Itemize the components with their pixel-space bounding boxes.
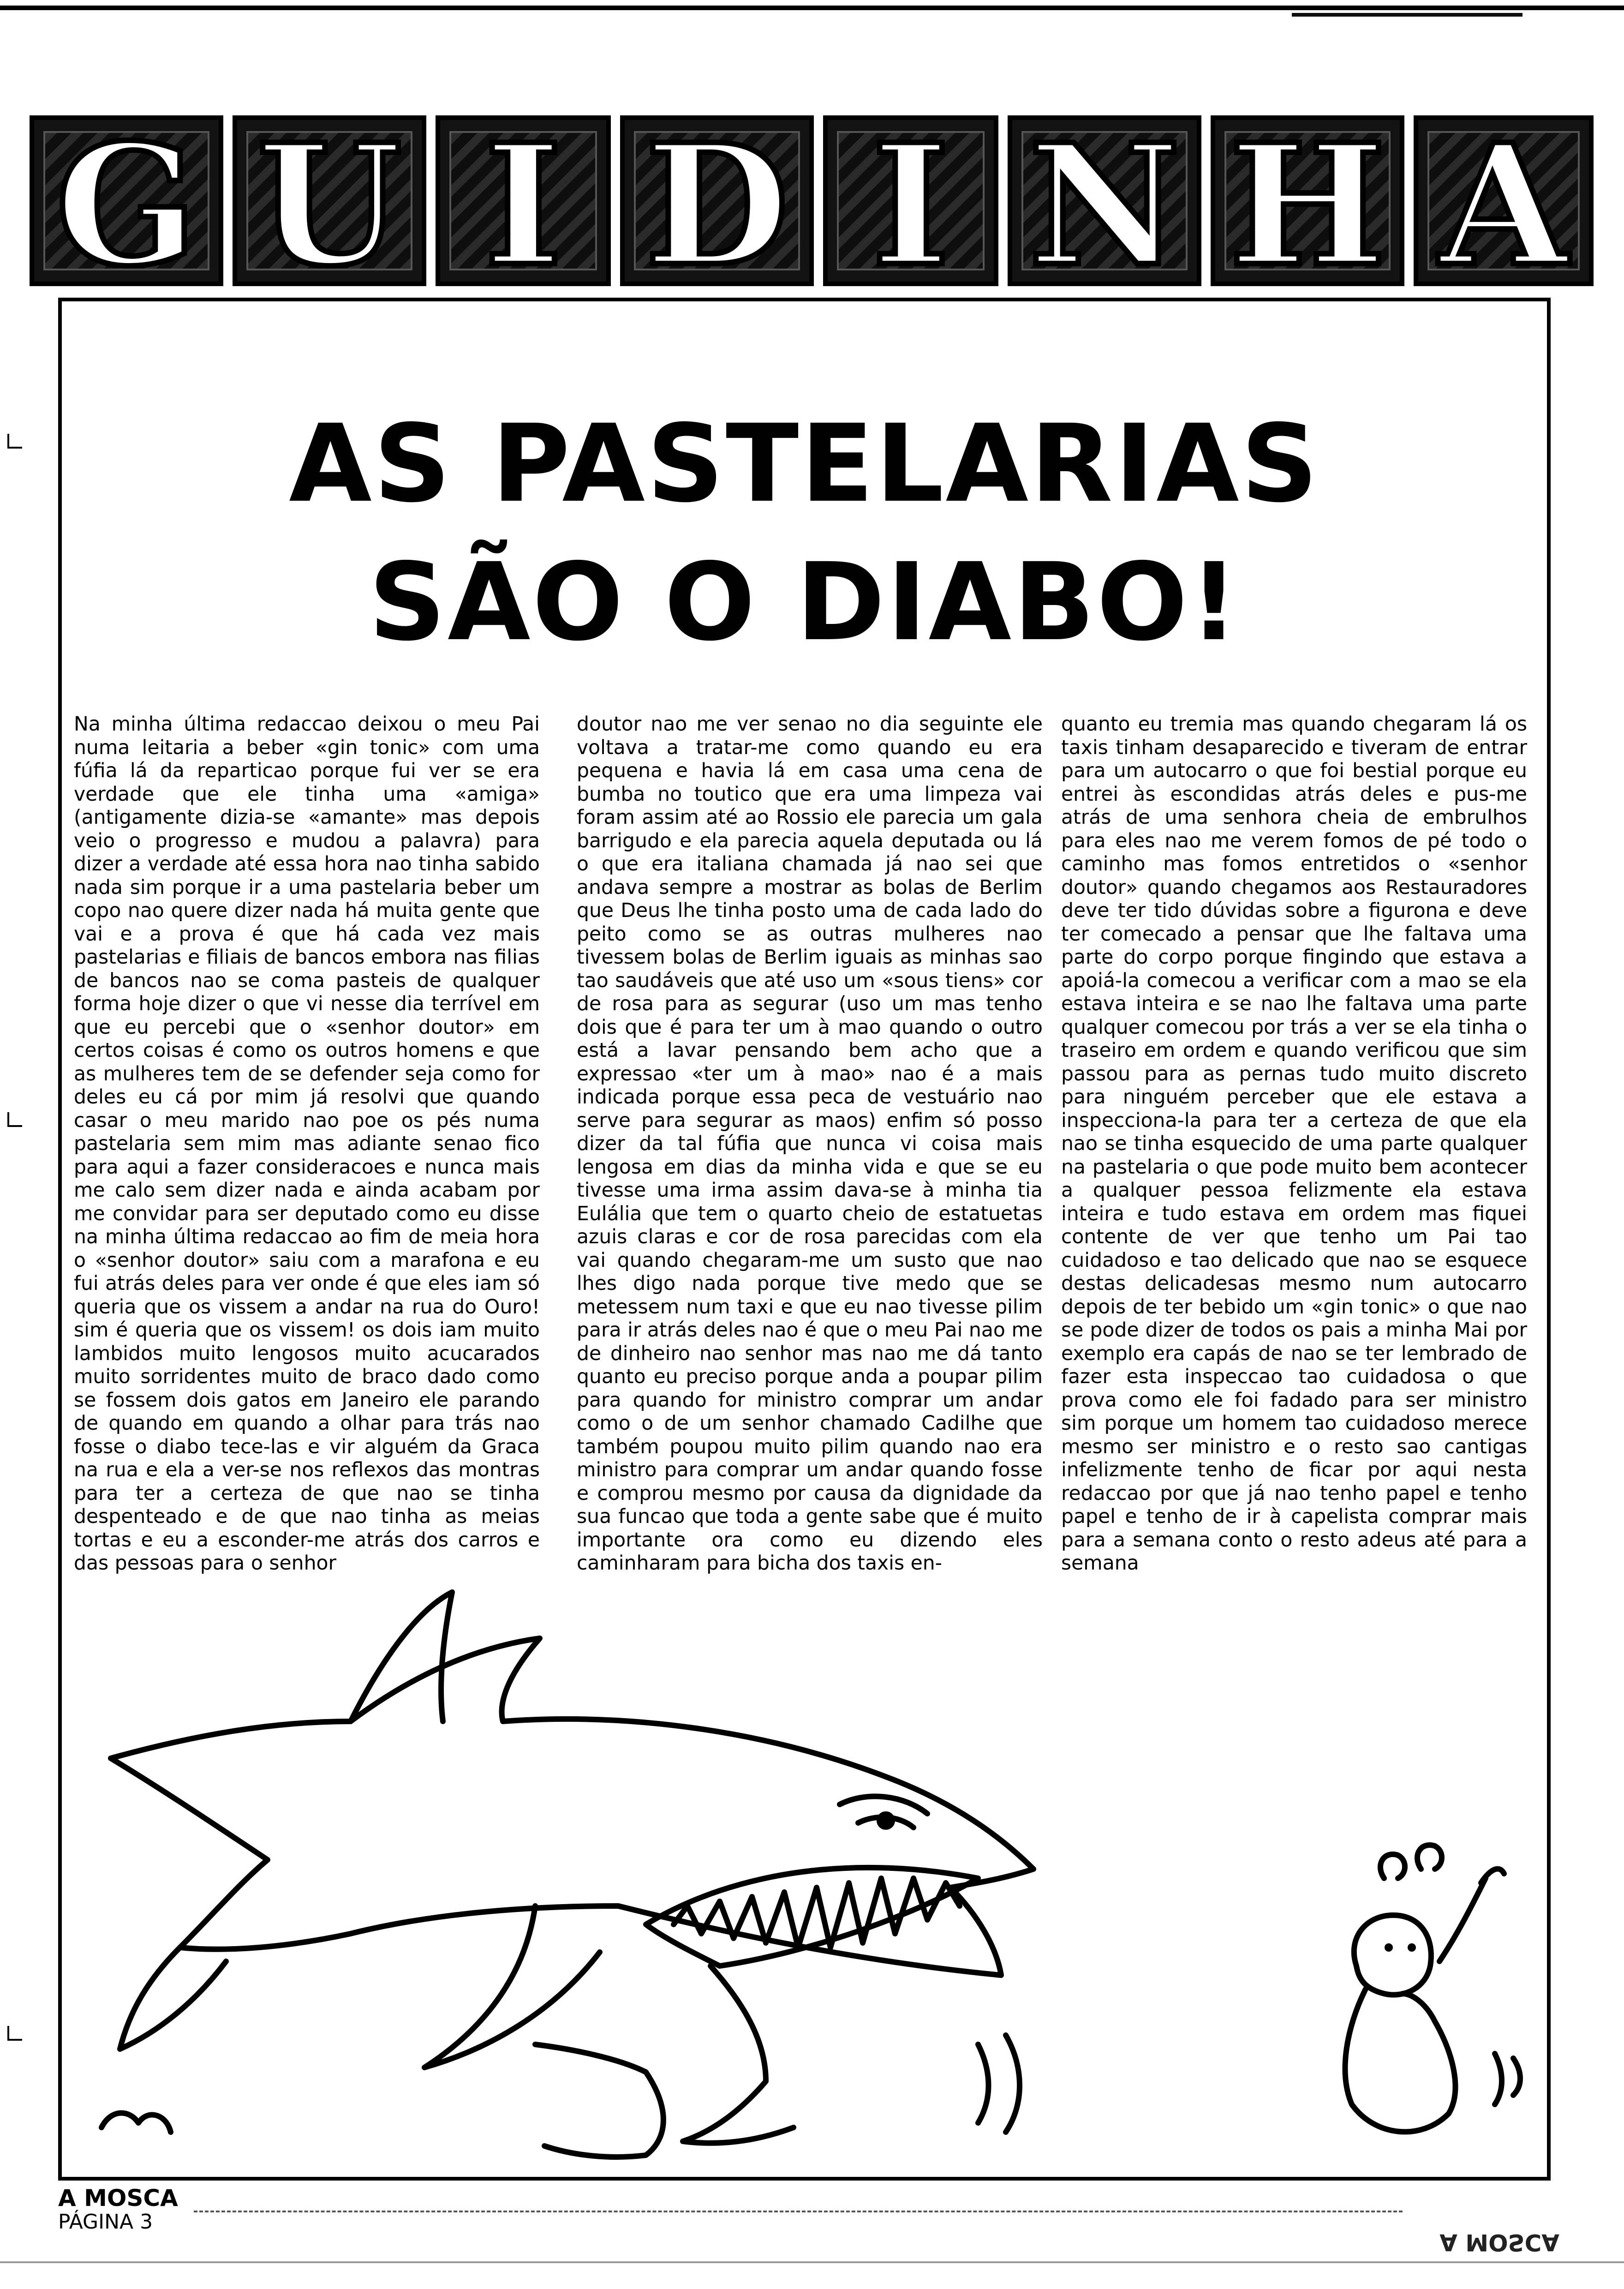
article-column-1: Na minha última redaccao deixou o meu Pai numa leitaria a beber «gin tonic» com uma fúfia lá da reparticao porque fui ver se era verdade que ele tinha uma «amiga» (antigamente dizia-se «amante» mas depois veio o progresso e mudou a palavra) para dizer a verdade até essa hora nao tinha sabido nada sim porque ir a uma pastelaria beber um copo nao quere dizer nada há muita gente que vai e a prova é que há cada vez mais pastelarias e filiais de bancos embora nas filias de bancos nao se coma pasteis de qualquer forma hoje dizer o que vi nesse dia terrível em que eu percebi que o «senhor doutor» em certos coisas é como os outros homens e que as mulheres tem de se defender seja como for deles eu cá por mim já resolvi que quando casar o meu marido nao poe os pés numa pastelaria sem mim mas adiante senao fico para aqui a fazer consideracoes e nunca mais me calo sem dizer nada e ainda acabam por me convidar para ser deputado como eu disse na minha última redaccao ao fim de meia hora o «senhor doutor» saiu com a marafona e eu fui atrás deles para ver onde é que eles iam só queria que os vissem a andar na rua do Ouro! sim é queria que os vissem! os dois iam muito lambidos muito lengosos muito acucarados muito sorridentes muito de braco dado como se fossem dois gatos em Janeiro ele parando de quando em quando a olhar para trás nao fosse o diabo tece-las e vir alguém da Graca na rua e ela a ver-se nos reflexos das montras para ter a certeza de que nao se tinha despenteado e de que nao tinha as meias tortas e eu a esconder-me atrás dos carros e das pessoas para o senhor (74, 713, 540, 1575)
article-column-2: doutor nao me ver senao no dia seguinte ele voltava a tratar-me como quando eu era pequena e havia lá em casa uma cena de bumba no toutico que era uma limpeza vai foram assim até ao Rossio ele parecia um gala barrigudo e ela parecia aquela deputada ou lá o que era italiana chamada já nao sei que andava sempre a mostrar as bolas de Berlim que Deus lhe tinha posto uma de cada lado do peito como se as outras mulheres nao tivessem bolas de Berlim iguais as minhas sao tao saudáveis que até uso um «sous tiens» cor de rosa para as segurar (uso um mas tenho dois que é para ter um à mao quando o outro está a lavar pensando bem acho que a expressao «ter um à mao» nao é a mais indicada porque essa peca de vestuário nao serve para segurar as maos) enfim só posso dizer da tal fúfia que nunca vi coisa mais lengosa em dias da minha vida e que se eu tivesse uma irma assim dava-se à minha tia Eulália que tem o quarto cheio de estatuetas azuis claras e cor de rosa parecidas com ela vai quando chegaram-me um susto que nao lhes digo nada porque tive medo que se metessem num taxi e que eu nao tivesse pilim para ir atrás deles nao é que o meu Pai nao me de dinheiro nao senhor mas nao me dá tanto quanto eu preciso porque anda a poupar pilim para quando for ministro comprar um andar como o de um senhor chamado Cadilhe que também poupou muito pilim quando nao era ministro para comprar um andar quando fosse e comprou mesmo por causa da dignidade da sua funcao que toda a gente sabe que é muito importante ora como eu dizendo eles caminharam para bicha dos taxis en- (577, 713, 1043, 1575)
masthead-tile-5 (823, 115, 998, 286)
article-headline (58, 395, 1551, 671)
bear-paintbrush (1439, 1869, 1504, 1961)
masthead-guidinha (30, 115, 1594, 286)
margin-mark (7, 1112, 22, 1127)
masthead-letter: U (257, 115, 402, 286)
masthead-tile-8 (1414, 115, 1594, 286)
shark-cartoon-illustration (74, 1583, 1541, 2178)
footer-dashed-rule (194, 2211, 1403, 2212)
article-column-3: quanto eu tremia mas quando chegaram lá os taxis tinham desaparecido e tiveram de entrar para um autocarro o que foi bestial porque eu entrei às escondidas atrás deles e pus-me atrás de uma senhora cheia de embrulhos para eles nao me verem fomos de pé todo o caminho mas fomos entretidos o «senhor doutor» quando chegamos aos Restauradores deve ter tido dúvidas sobre a figurona e deve ter comecado a pensar que lhe faltava uma parte do corpo porque fingindo que estava a apoiá-la comecou a verificar com a mao se ela estava inteira e se nao lhe faltava uma parte qualquer comecou por trás a ver se ela tinha o traseiro em ordem e quando verificou que sim passou para as pernas tudo muito discreto para ninguém perceber que ele estava a inspecciona-la para ter a certeza de que ela nao se tinha esquecido de uma parte qualquer na pastelaria o que pode muito bem acontecer a qualquer pessoa felizmente ela estava inteira e tudo estava em ordem mas fiquei contente de ver que tenho um Pai tao cuidadoso e tao delicado que nao se esquece destas delicadesas mesmo num autocarro depois de ter bebido um «gin tonic» o que nao se pode dizer de todos os pais a minha Mai por exemplo era capás de nao se ter lembrado de fazer esta inspeccao tao cuidadosa o que prova como ele foi fadado para ser ministro sim porque um homem tao cuidadoso merece mesmo ser ministro e o resto sao cantigas infelizmente tenho de ficar por aqui nesta redaccao por que já nao tenho papel e tenho papel e tenho de ir à capelista comprar mais para a semana conto o resto adeus até para a semana (1061, 713, 1527, 1575)
bear-eye (1408, 1943, 1416, 1952)
shark-dorsal-fin (351, 1592, 452, 1721)
shark-pectoral-fin (424, 1906, 600, 2067)
shark-pupil (879, 1814, 892, 1827)
shark-leg-2 (535, 2044, 663, 2157)
speed-lines (978, 2035, 1020, 2132)
masthead-letter: N (1028, 115, 1181, 286)
masthead-letter: A (1439, 115, 1568, 286)
masthead-letter: H (1229, 115, 1386, 286)
footer-mirrored-mark: A MOSCA (1439, 2229, 1559, 2256)
margin-mark (7, 434, 22, 449)
bear-eye (1385, 1943, 1393, 1952)
masthead-letter: G (55, 115, 197, 286)
margin-mark (7, 2026, 22, 2041)
bear-body (1345, 1989, 1456, 2132)
bear-speech-bubbles (1380, 1845, 1442, 1878)
masthead-tile-2 (233, 115, 426, 286)
bear-motion-lines (1495, 2054, 1520, 2104)
shark-teeth (674, 1878, 960, 1947)
masthead-tile-6 (1008, 115, 1201, 286)
masthead-letter: I (872, 115, 950, 286)
top-tick-rule (1292, 13, 1522, 17)
shark-tail (120, 1947, 226, 2049)
top-rule (0, 6, 1624, 10)
masthead-letter: D (645, 115, 789, 286)
masthead-tile-7 (1211, 115, 1404, 286)
footer-page-number: PÁGINA 3 (58, 2210, 153, 2234)
masthead-letter: I (484, 115, 562, 286)
masthead-tile-1 (30, 115, 223, 286)
dust-puff (102, 2113, 171, 2132)
headline-line-1: AS PASTELARIAS (289, 401, 1320, 526)
masthead-tile-4 (620, 115, 814, 286)
shark-leg-1 (683, 1966, 794, 2143)
bear-head (1354, 1915, 1431, 1995)
masthead-tile-3 (436, 115, 611, 286)
headline-line-2: SÃO O DIABO! (369, 540, 1240, 665)
footer-publication-name: A MOSCA (58, 2185, 178, 2211)
bottom-rule (0, 2261, 1624, 2263)
